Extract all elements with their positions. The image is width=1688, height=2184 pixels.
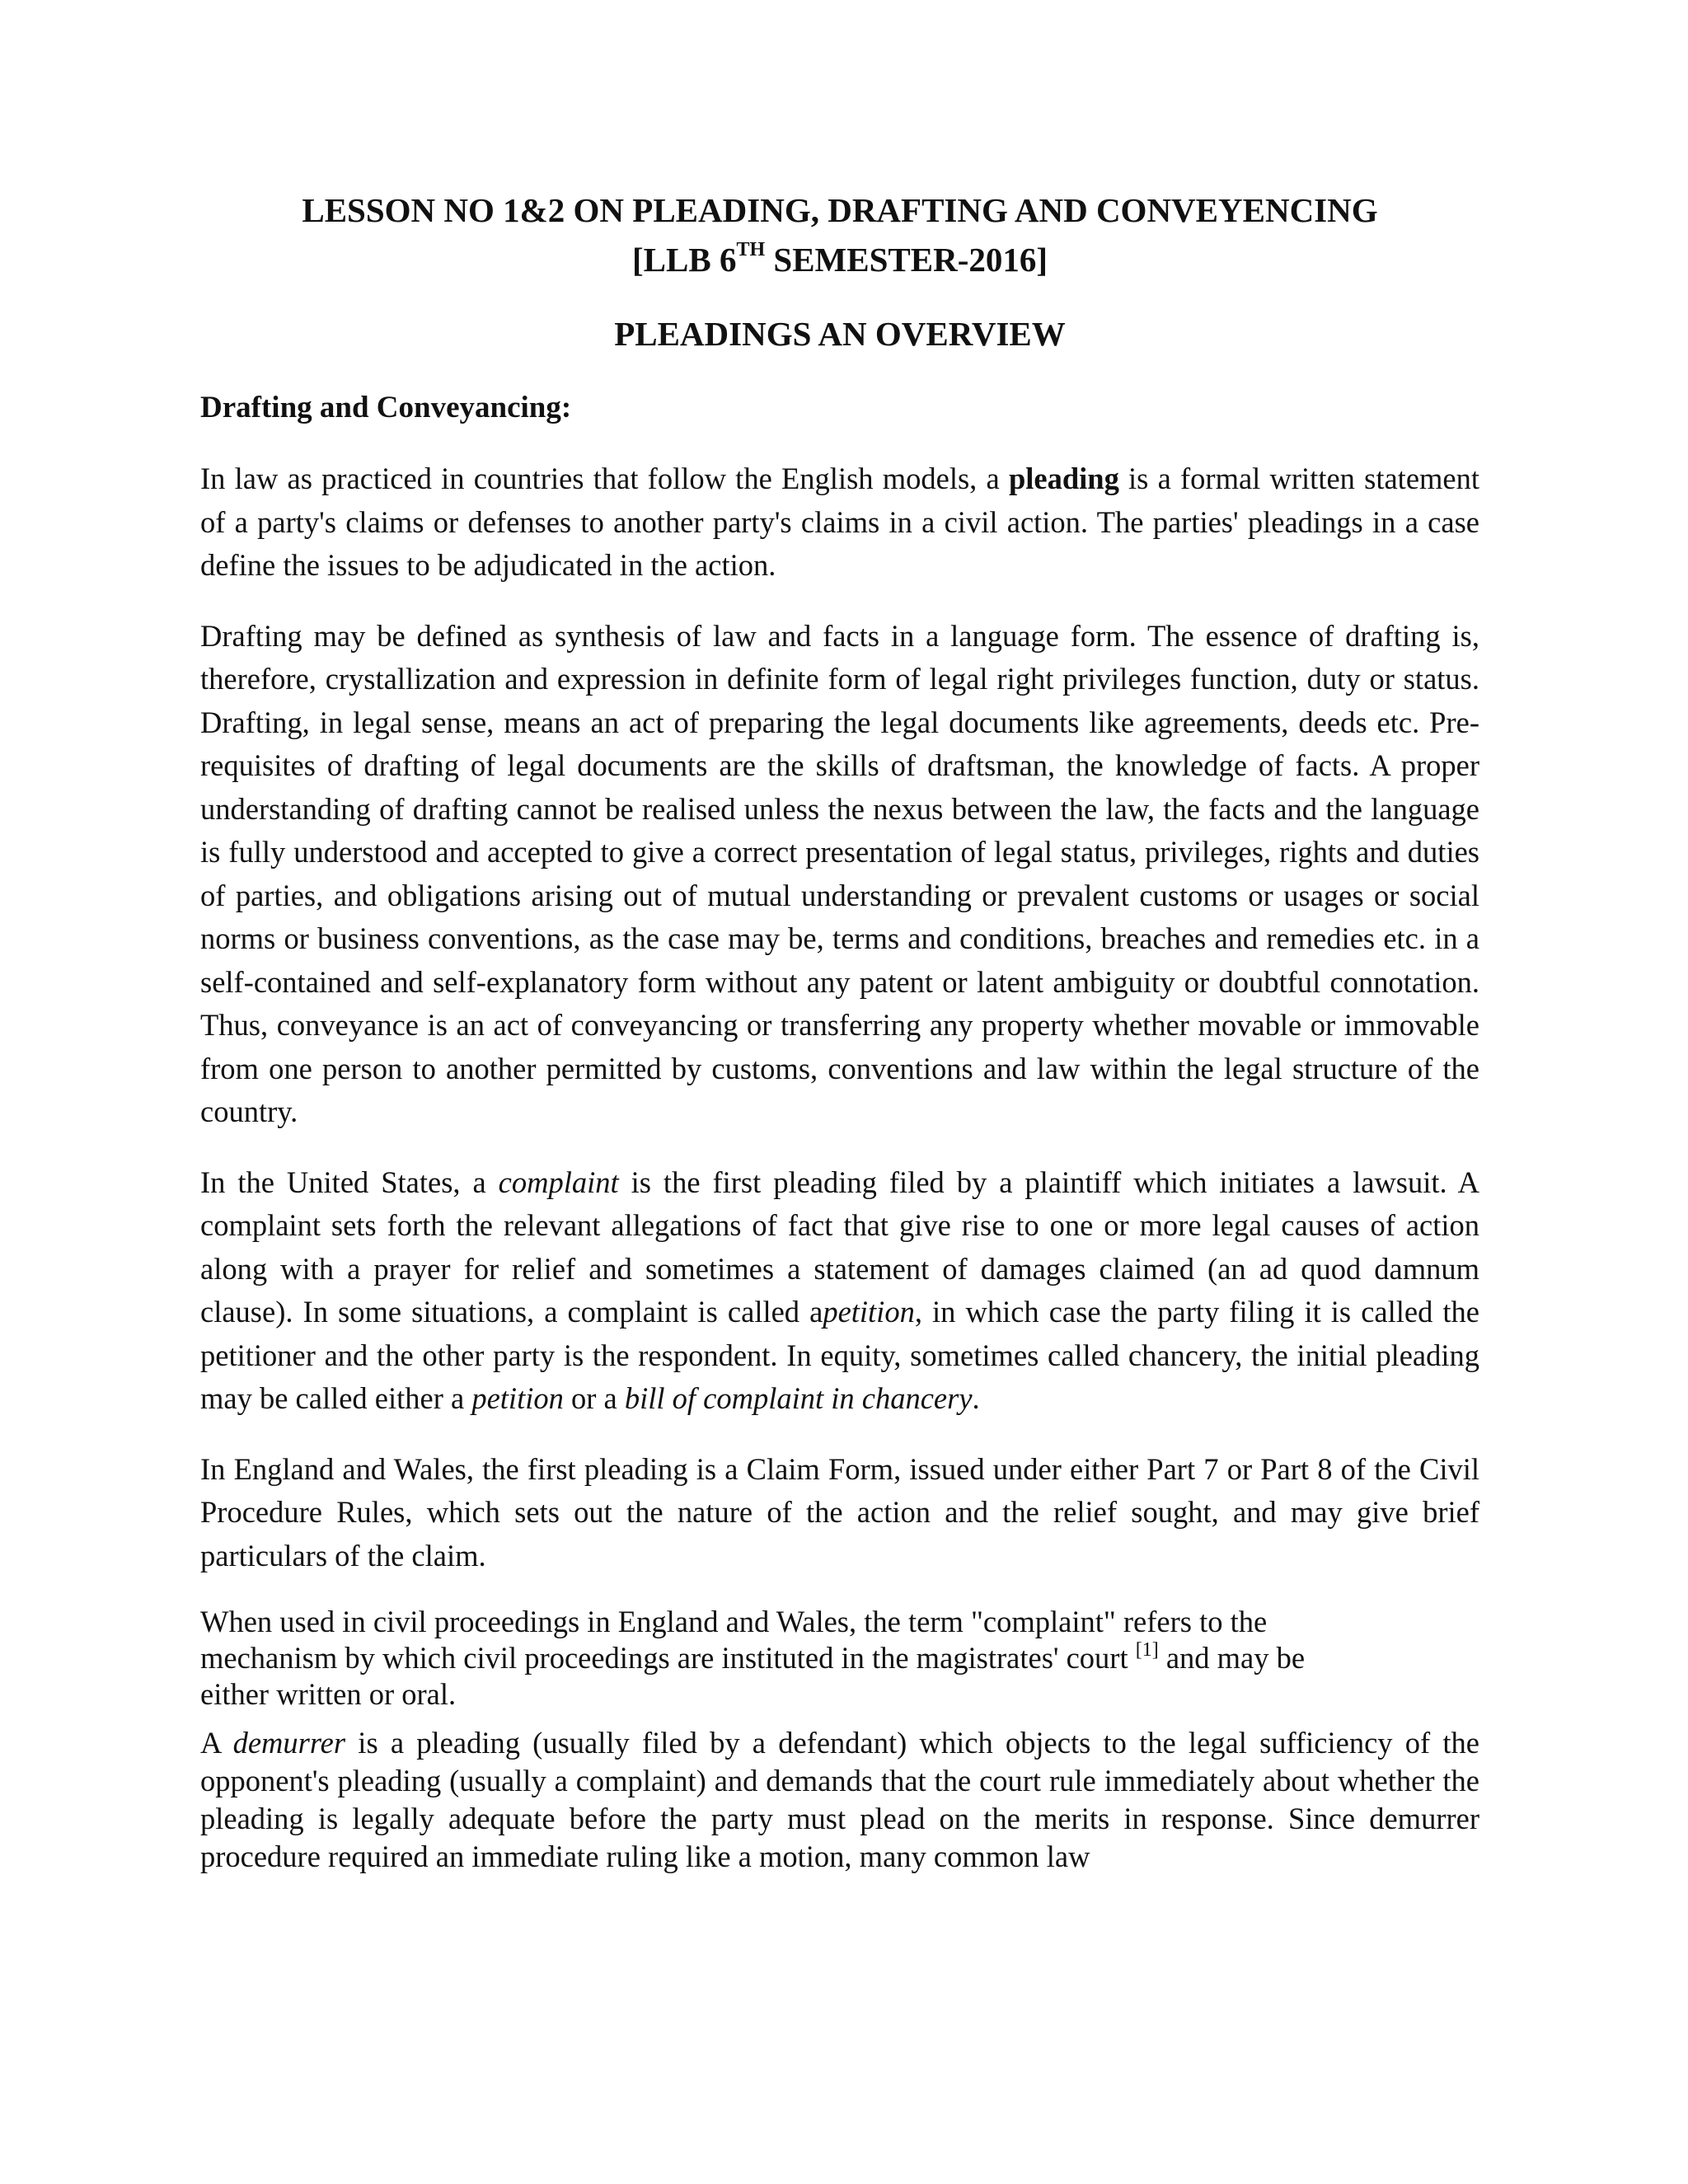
section-heading: Drafting and Conveyancing: — [200, 391, 572, 424]
paragraph-england-wales: In England and Wales, the first pleading is a Claim Form, issued under either Part 7 or Part 8 of the Civil Procedure Rules, which sets out the nature of the action and the relief sought, and may give brief particulars of the claim. — [200, 1451, 1479, 1572]
document-page — [200, 185, 1479, 1876]
para5-line-1: When used in civil proceedings in England and Wales, the term "complaint" refers to the — [200, 1605, 1268, 1638]
para5-line-3: either written or oral. — [200, 1677, 457, 1711]
title-line-2-post: SEMESTER-2016] — [765, 241, 1048, 279]
para5-line-2-pre: mechanism by which civil proceedings are instituted in the magistrates' court — [200, 1641, 1136, 1675]
title-line-1: LESSON NO 1&2 ON PLEADING, DRAFTING AND CONVEYENCING — [302, 191, 1378, 229]
para3-italic-complaint: complaint — [498, 1165, 619, 1199]
para3-italic-bill: bill of complaint in chancery — [624, 1381, 973, 1415]
para5-line-2-post: and may be — [1158, 1641, 1306, 1675]
para3-text-2: is the first pleading filed by a plaintiff which initiates a lawsuit. A complaint sets forth the relevant allegations of fact that give rise to one or more legal causes of action along with a prayer for relief and sometimes a statement of damages claimed (an ad quod damnum clause). In some situations, a complaint is called a — [200, 1165, 1479, 1329]
paragraph-complaint-magistrates — [200, 1604, 1479, 1713]
paragraph-drafting-definition: Drafting may be defined as synthesis of law and facts in a language form. The essence of drafting is, therefore, crystallization and expression in definite form of legal right privileges function, duty or status. Drafting, in legal sense, means an act of preparing the legal documents like agreements, deeds etc. Pre-requisites of drafting of legal documents are the skills of draftsman, the knowledge of facts. A proper understanding of drafting cannot be realised unless the nexus between the law, the facts and the language is fully understood and accepted to give a correct presentation of legal status, privileges, rights and duties of parties, and obligations arising out of mutual understanding or prevalent customs or usages or social norms or business conventions, as the case may be, terms and conditions, breaches and remedies etc. in a self-contained and self-explanatory form without any patent or latent ambiguity or doubtful connotation. Thus, conveyance is an act of conveyancing or transferring any property whether movable or immovable from one person to another permitted by customs, conventions and law within the legal structure of the country. — [200, 618, 1479, 1128]
para3-italic-petition: petition — [823, 1295, 915, 1329]
para3-italic-petition-2: petition — [471, 1381, 564, 1415]
para3-text-5: . — [972, 1381, 980, 1415]
para6-text-2: is a pleading (usually filed by a defendant) which objects to the legal sufficiency of the opponent's pleading (usually a complaint) and demands that the court rule immediately about whether the pleading is legally adequate before the party must plead on the merits in response. Since demurrer procedure required an immediate ruling like a motion, many common law — [200, 1726, 1479, 1873]
paragraph-demurrer — [200, 1724, 1479, 1876]
para1-text-b: is a formal written statement of a party's claims or defenses to another party's claims in a civil action. The parties' pleadings in a case define the issues to be adjudicated in the action. — [200, 462, 1480, 582]
para6-text-1: A — [200, 1726, 233, 1760]
footnote-reference: [1] — [1135, 1638, 1159, 1661]
para6-italic-demurrer: demurrer — [232, 1726, 346, 1760]
para1-text-a: In law as practiced in countries that follow the English models, a — [200, 462, 1009, 495]
paragraph-united-states — [200, 1161, 1479, 1421]
para3-text-3: , in which case the party filing it is called the petitioner and the other party is the respondent. In equity, sometimes called chancery, the initial pleading may be called either a — [200, 1295, 1479, 1415]
para3-text-4: or a — [563, 1381, 625, 1415]
title-superscript: TH — [736, 239, 766, 261]
para3-text-1: In the United States, a — [200, 1165, 499, 1199]
paragraph-pleading-definition — [200, 457, 1479, 588]
para1-bold-term: pleading — [1008, 462, 1119, 495]
title-line-2-pre: [LLB 6 — [632, 241, 737, 279]
document-title — [200, 185, 1479, 284]
document-subtitle: PLEADINGS AN OVERVIEW — [614, 315, 1066, 353]
